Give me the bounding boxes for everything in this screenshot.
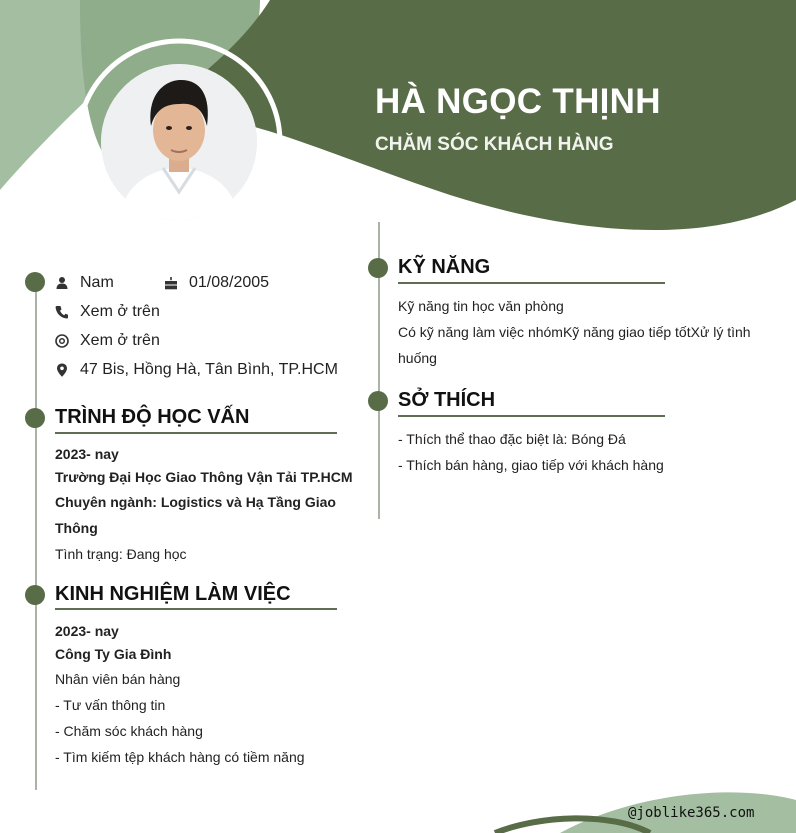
experience-position: Nhân viên bán hàng — [55, 671, 181, 687]
address-row — [55, 361, 338, 379]
education-period: 2023- nay — [55, 446, 119, 462]
birthday-value: 01/08/2005 — [189, 274, 270, 291]
hobbies-bullet — [368, 391, 388, 411]
hobbies-title: SỞ THÍCH — [398, 389, 496, 411]
experience-company: Công Ty Gia Đình — [55, 646, 172, 662]
experience-duty: - Tư vấn thông tin — [55, 697, 166, 713]
gender-value: Nam — [80, 274, 114, 291]
education-title: TRÌNH ĐỘ HỌC VẤN — [55, 406, 250, 428]
experience-duty: - Chăm sóc khách hàng — [55, 723, 203, 739]
gender-row — [55, 274, 114, 292]
experience-duty: - Tìm kiếm tệp khách hàng có tiềm năng — [55, 749, 305, 765]
avatar — [101, 64, 257, 220]
phone-value: Xem ở trên — [80, 303, 160, 320]
education-school: Trường Đại Học Giao Thông Vận Tải TP.HCM — [55, 469, 353, 485]
experience-bullet — [25, 585, 45, 605]
person-icon — [55, 276, 69, 290]
birthday-row — [164, 274, 269, 292]
map-pin-icon — [55, 363, 69, 377]
skills-rule — [398, 282, 665, 284]
education-bullet — [25, 408, 45, 428]
hobby-item: - Thích bán hàng, giao tiếp với khách hàng — [398, 457, 664, 473]
profile-photo — [101, 64, 257, 220]
job-title: CHĂM SÓC KHÁCH HÀNG — [375, 134, 614, 155]
address-value: 47 Bis, Hồng Hà, Tân Bình, TP.HCM — [80, 361, 338, 378]
skills-bullet — [368, 258, 388, 278]
skill-item: Kỹ năng tin học văn phòng — [398, 298, 564, 314]
candidate-name: HÀ NGỌC THỊNH — [375, 82, 661, 121]
left-timeline — [35, 282, 37, 790]
phone-row — [55, 303, 160, 321]
experience-rule — [55, 608, 337, 610]
experience-period: 2023- nay — [55, 623, 119, 639]
experience-title: KINH NGHIỆM LÀM VIỆC — [55, 583, 291, 605]
phone-icon — [55, 305, 69, 319]
education-major: Chuyên ngành: Logistics và Hạ Tầng Giao Thông — [55, 494, 336, 536]
email-row — [55, 332, 160, 350]
email-value: Xem ở trên — [80, 332, 160, 349]
brand-watermark: @joblike365.com — [628, 805, 755, 821]
skill-item: Có kỹ năng làm việc nhómKỹ năng giao tiếp tốtXử lý tình huống — [398, 324, 751, 366]
education-status: Tình trạng: Đang học — [55, 546, 187, 562]
hobby-item: - Thích thể thao đặc biệt là: Bóng Đá — [398, 431, 626, 447]
education-rule — [55, 432, 337, 434]
info-bullet — [25, 272, 45, 292]
skills-title: KỸ NĂNG — [398, 256, 491, 278]
hobbies-rule — [398, 415, 665, 417]
at-sign-icon — [55, 334, 69, 348]
cake-icon — [164, 276, 178, 290]
